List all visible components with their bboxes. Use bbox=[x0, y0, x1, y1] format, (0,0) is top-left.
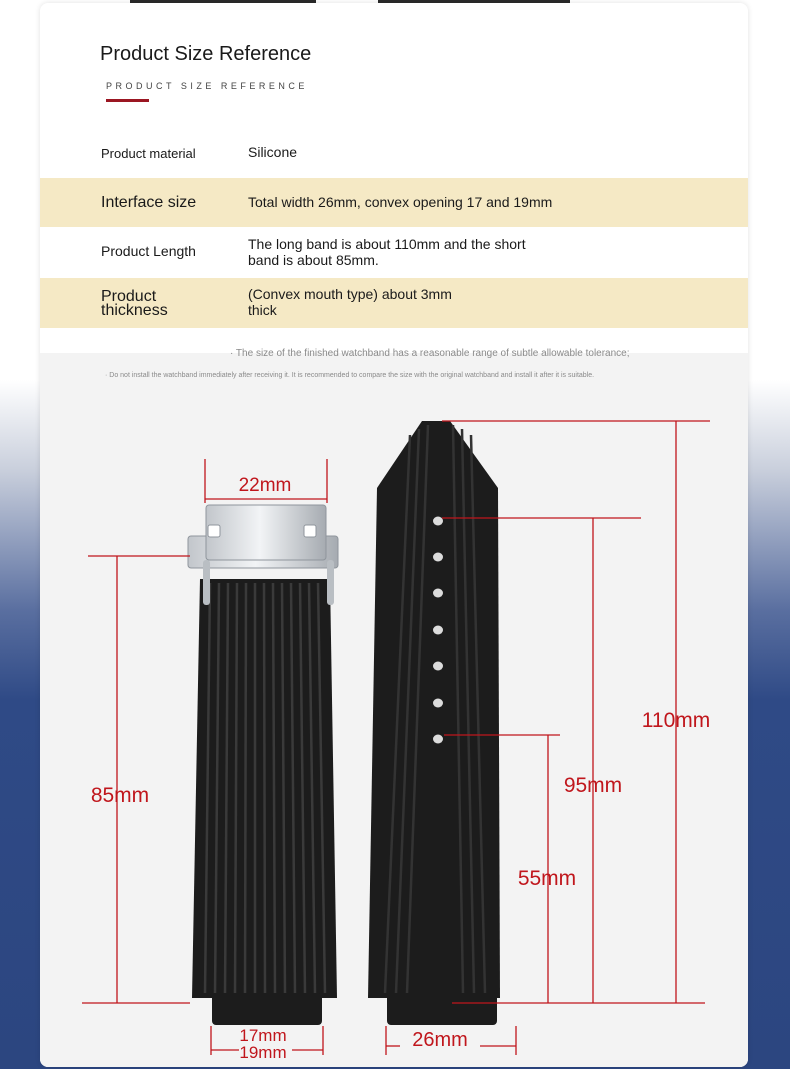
spec-value-line-2: thick bbox=[248, 302, 277, 318]
page-title: Product Size Reference bbox=[100, 43, 312, 65]
long-strap bbox=[368, 421, 500, 1025]
tolerance-note: · The size of the finished watchband has a reasonable range of subtle allowable tolerance; bbox=[230, 348, 630, 359]
spec-row-interface-size bbox=[40, 178, 748, 227]
long-band-holes-span-label: 95mm bbox=[563, 774, 623, 797]
size-reference-card bbox=[40, 3, 748, 1067]
long-band-tail-label: 55mm bbox=[517, 867, 577, 890]
short-strap-end-tab bbox=[212, 993, 322, 1025]
spec-label: Product Length bbox=[101, 243, 196, 259]
short-strap bbox=[192, 579, 337, 1025]
spec-value: Silicone bbox=[248, 144, 298, 160]
long-band-width-label: 26mm bbox=[412, 1029, 468, 1051]
spec-row-length bbox=[40, 227, 748, 278]
long-strap-end-tab bbox=[387, 993, 497, 1025]
spec-label: Interface size bbox=[101, 194, 197, 211]
page-subtitle: PRODUCT SIZE REFERENCE bbox=[106, 81, 308, 91]
spec-value-line-1: (Convex mouth type) about 3mm bbox=[248, 286, 452, 302]
spec-value-line-2: band is about 85mm. bbox=[248, 252, 379, 268]
spec-value: Total width 26mm, convex opening 17 and 19mm bbox=[248, 194, 553, 210]
spec-value-line-1: The long band is about 110mm and the short bbox=[248, 236, 526, 252]
short-band-length-label: 85mm bbox=[90, 784, 150, 807]
short-band-end-wide-label: 19mm bbox=[239, 1043, 287, 1062]
spec-label-line-2: thickness bbox=[101, 302, 168, 319]
spec-label: Product material bbox=[101, 146, 196, 161]
buckle-width-label: 22mm bbox=[238, 475, 292, 496]
strap-dimension-figure bbox=[40, 353, 748, 1067]
long-band-length-label: 110mm bbox=[641, 709, 711, 732]
short-band-end-narrow-label: 17mm bbox=[239, 1026, 287, 1045]
spec-row-material bbox=[40, 128, 748, 178]
install-note: · Do not install the watchband immediately after receiving it. It is recommended to compare the size with the original watchband and install it after it is suitable. bbox=[105, 372, 595, 379]
spec-row-thickness bbox=[40, 278, 748, 328]
spec-label-line-1: Product bbox=[101, 288, 157, 305]
title-underline bbox=[106, 99, 149, 102]
strap-dimension-diagram bbox=[40, 353, 748, 1067]
